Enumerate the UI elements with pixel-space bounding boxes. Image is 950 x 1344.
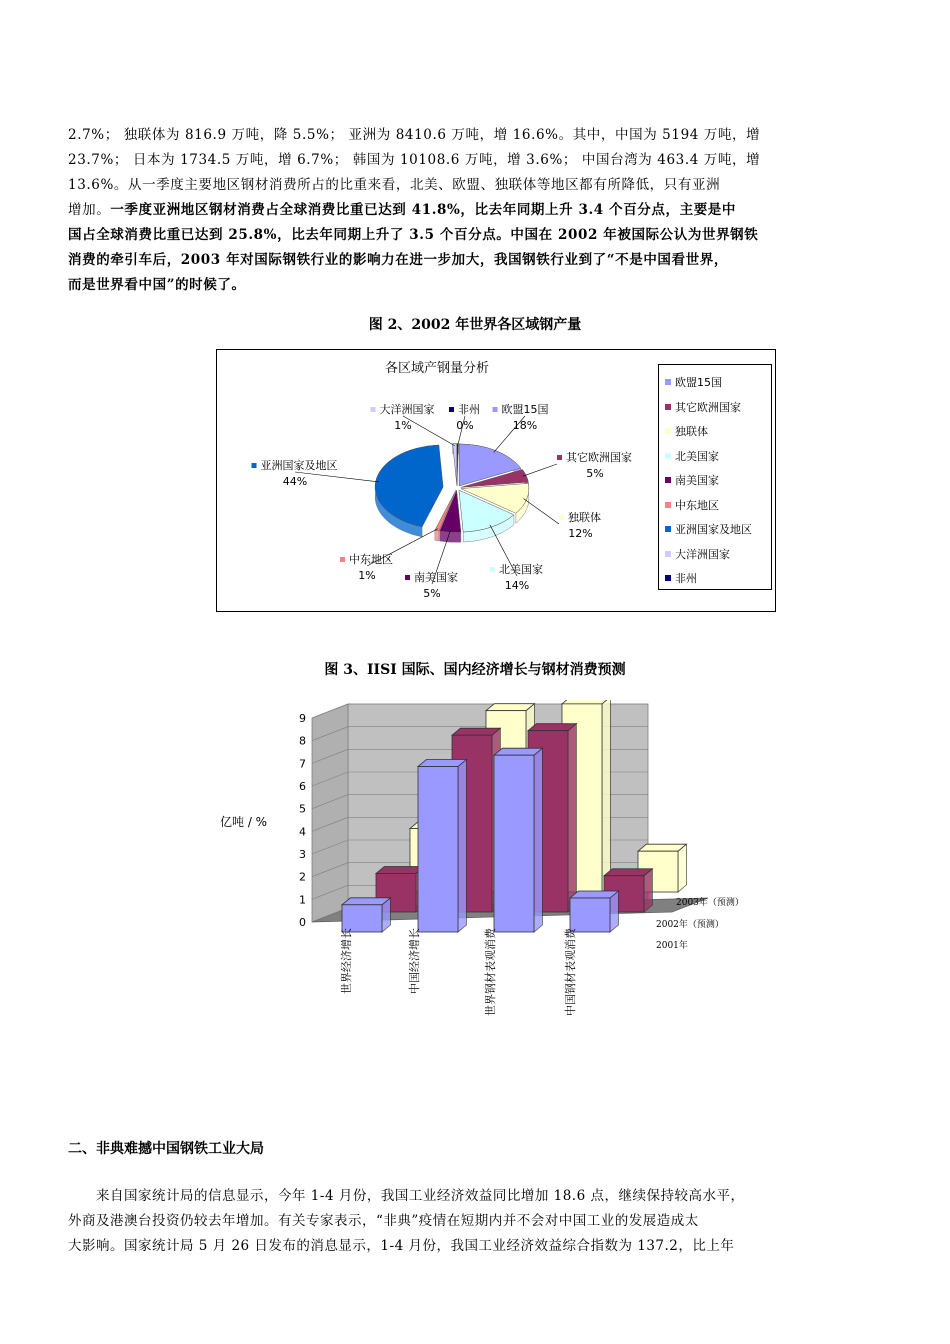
para1-line3: 13.6%。从一季度主要地区钢材消费所占的比重来看，北美、欧盟、独联体等地区都有所降低，只有亚洲 xyxy=(68,177,721,193)
bar-ytick-1: 1 xyxy=(299,893,306,907)
pie-label-swatch-8 xyxy=(449,407,454,412)
pie-label-name-8: 非州 xyxy=(458,403,480,416)
bar-side-wall xyxy=(312,704,348,922)
bar-top-s0-c3 xyxy=(570,891,618,898)
bar-ytick-7: 7 xyxy=(299,757,306,771)
pie-label-swatch-7 xyxy=(371,407,376,412)
pie-legend-item-1 xyxy=(665,400,741,414)
bar-side-s2-c2 xyxy=(602,700,610,892)
bar-top-s2-c1 xyxy=(486,704,534,711)
bar-series-label-2: 2003年（预测） xyxy=(676,898,744,908)
pie-label-name-0: 欧盟15国 xyxy=(501,403,549,416)
pie-chart-canvas xyxy=(217,350,657,610)
pie-legend-label-8: 非州 xyxy=(675,572,697,585)
pie-legend-swatch-8 xyxy=(665,575,671,581)
pie-legend-label-6: 亚洲国家及地区 xyxy=(675,523,752,536)
para1-line5: 国占全球消费比重已达到 25.8%，比去年同期上升了 3.5 个百分点。中国在 2002 年被国际公认为世界钢铁 xyxy=(68,227,759,243)
bar-ytick-4: 4 xyxy=(299,825,306,839)
pie-legend-swatch-6 xyxy=(665,526,671,532)
pie-label-swatch-5 xyxy=(340,557,345,562)
bar-top-s0-c0 xyxy=(342,898,390,905)
para2-line3: 大影响。国家统计局 5 月 26 日发布的消息显示，1-4 月份，我国工业经济效益综合指数为 137.2，比上年 xyxy=(68,1238,735,1254)
paragraph-1 xyxy=(68,123,884,298)
pie-label-value-0: 18% xyxy=(512,419,538,432)
bar-top-s1-c1 xyxy=(452,728,500,735)
pie-legend-item-7 xyxy=(665,547,730,561)
figure-2-caption: 图 2、2002 年世界各区域钢产量 xyxy=(368,317,582,333)
pie-label-value-3: 14% xyxy=(504,579,530,592)
pie-label-name-5: 中东地区 xyxy=(349,553,393,566)
para1-line1: 2.7%； 独联体为 816.9 万吨，降 5.5%； 亚洲为 8410.6 万吨，增 16.6%。其中，中国为 5194 万吨，增 xyxy=(68,127,761,143)
pie-chart xyxy=(216,349,776,612)
pie-slice-side-4 xyxy=(440,531,461,542)
bar-side-s0-c2 xyxy=(534,748,542,932)
pie-label-value-4: 5% xyxy=(423,587,441,600)
pie-label-swatch-4 xyxy=(405,575,410,580)
pie-label-value-6: 44% xyxy=(282,475,308,488)
pie-legend-item-6 xyxy=(665,522,752,536)
bar-s0-c2 xyxy=(494,755,534,932)
pie-label-name-6: 亚洲国家及地区 xyxy=(260,459,338,472)
pie-label-value-5: 1% xyxy=(358,569,376,582)
pie-legend-swatch-7 xyxy=(665,551,671,557)
pie-legend xyxy=(658,364,772,590)
pie-legend-item-5 xyxy=(665,498,719,512)
pie-legend-swatch-5 xyxy=(665,502,671,508)
bar-side-s1-c3 xyxy=(644,869,652,912)
para1-line7: 而是世界看中国”的时候了。 xyxy=(68,277,246,293)
pie-legend-label-4: 南美国家 xyxy=(675,474,719,487)
bar-chart xyxy=(200,700,800,1080)
bar-series-label-1: 2002年（预测） xyxy=(656,920,724,930)
pie-label-value-7: 1% xyxy=(394,419,412,432)
pie-legend-label-0: 欧盟15国 xyxy=(675,376,722,389)
pie-legend-label-2: 独联体 xyxy=(675,425,708,438)
bar-category-label-3: 中国钢材表观消费 xyxy=(564,928,577,1016)
bar-side-s0-c1 xyxy=(458,760,466,932)
bar-s0-c3 xyxy=(570,898,610,932)
pie-legend-swatch-0 xyxy=(665,379,671,385)
pie-label-name-3: 北美国家 xyxy=(499,563,543,576)
bar-side-s1-c2 xyxy=(568,724,576,912)
pie-legend-label-5: 中东地区 xyxy=(675,498,719,512)
pie-title: 各区域产钢量分析 xyxy=(384,361,490,376)
figure-3-caption: 图 3、IISI 国际、国内经济增长与钢材消费预测 xyxy=(324,662,626,678)
pie-label-value-8: 0% xyxy=(456,419,474,432)
bar-ytick-9: 9 xyxy=(299,712,306,725)
para2-line2: 外商及港澳台投资仍较去年增加。有关专家表示，“非典”疫情在短期内并不会对中国工业的发展造成太 xyxy=(68,1213,699,1229)
pie-legend-label-3: 北美国家 xyxy=(675,449,719,463)
pie-slice-8 xyxy=(457,444,458,486)
bar-category-label-2: 世界钢材表观消费 xyxy=(484,928,497,1016)
bar-ytick-5: 5 xyxy=(299,802,306,816)
bar-ytick-2: 2 xyxy=(299,870,306,884)
bar-s0-c0 xyxy=(342,905,382,932)
bar-side-s2-c3 xyxy=(678,844,686,892)
pie-label-value-1: 5% xyxy=(586,467,604,480)
bar-series-label-0: 2001年 xyxy=(656,941,688,951)
pie-slice-4 xyxy=(440,490,461,532)
pie-legend-label-1: 其它欧洲国家 xyxy=(675,400,741,414)
pie-label-name-1: 其它欧洲国家 xyxy=(566,451,632,464)
pie-legend-item-3 xyxy=(665,449,719,463)
pie-legend-swatch-2 xyxy=(665,428,671,434)
pie-label-swatch-0 xyxy=(493,407,498,412)
pie-leader-2 xyxy=(523,499,559,524)
bar-top-s2-c3 xyxy=(638,844,686,851)
bar-top-s1-c3 xyxy=(604,869,652,876)
para2-line1: 来自国家统计局的信息显示，今年 1-4 月份，我国工业经济效益同比增加 18.6 点，继续保持较高水平， xyxy=(96,1188,745,1204)
para1-line2: 23.7%； 日本为 1734.5 万吨，增 6.7%； 韩国为 10108.6 万吨，增 3.6%； 中国台湾为 463.4 万吨，增 xyxy=(68,152,761,168)
bar-top-s0-c2 xyxy=(494,748,542,755)
para1-line4-plain: 增加。 xyxy=(68,202,111,218)
bar-top-s1-c2 xyxy=(528,724,576,731)
pie-label-swatch-6 xyxy=(252,463,257,468)
pie-legend-swatch-4 xyxy=(665,477,671,483)
section-heading: 二、非典难撼中国钢铁工业大局 xyxy=(68,1141,264,1157)
bar-ytick-6: 6 xyxy=(299,780,306,793)
pie-legend-item-8 xyxy=(665,571,697,585)
pie-slice-side-5 xyxy=(435,530,439,541)
bar-category-label-1: 中国经济增长 xyxy=(408,928,421,994)
para1-line6: 消费的牵引车后，2003 年对国际钢铁行业的影响力在进一步加大，我国钢铁行业到了“不是中国看世界， xyxy=(68,252,728,268)
paragraph-2 xyxy=(68,1184,884,1259)
pie-label-name-7: 大洋洲国家 xyxy=(379,403,435,416)
bar-s0-c1 xyxy=(418,767,458,932)
bar-category-label-0: 世界经济增长 xyxy=(340,928,353,994)
pie-legend-swatch-3 xyxy=(665,453,671,459)
pie-label-value-2: 12% xyxy=(568,527,593,540)
bar-top-s0-c1 xyxy=(418,760,466,767)
pie-legend-item-2 xyxy=(665,424,708,438)
pie-label-swatch-1 xyxy=(557,455,562,460)
pie-label-name-4: 南美国家 xyxy=(414,571,458,584)
pie-slice-7 xyxy=(453,444,457,486)
pie-legend-label-7: 大洋洲国家 xyxy=(675,547,730,561)
pie-leader-1 xyxy=(523,464,557,476)
pie-legend-swatch-1 xyxy=(665,404,671,410)
pie-label-swatch-2 xyxy=(559,515,564,520)
bar-ylabel: 亿吨 / % xyxy=(220,815,268,829)
pie-legend-item-4 xyxy=(665,473,719,487)
bar-ytick-0: 0 xyxy=(299,916,306,929)
pie-leader-6 xyxy=(295,472,379,482)
pie-label-name-2: 独联体 xyxy=(568,511,601,524)
pie-label-swatch-3 xyxy=(490,567,495,572)
pie-legend-item-0 xyxy=(665,375,722,389)
bar-ytick-8: 8 xyxy=(299,734,306,748)
bar-ytick-3: 3 xyxy=(299,848,306,861)
bar-top-s2-c2 xyxy=(562,700,610,704)
bar-top-s1-c0 xyxy=(376,866,424,873)
para1-line4-bold: 一季度亚洲地区钢材消费占全球消费比重已达到 41.8%，比去年同期上升 3.4 个百分点，主要是中 xyxy=(110,202,737,218)
